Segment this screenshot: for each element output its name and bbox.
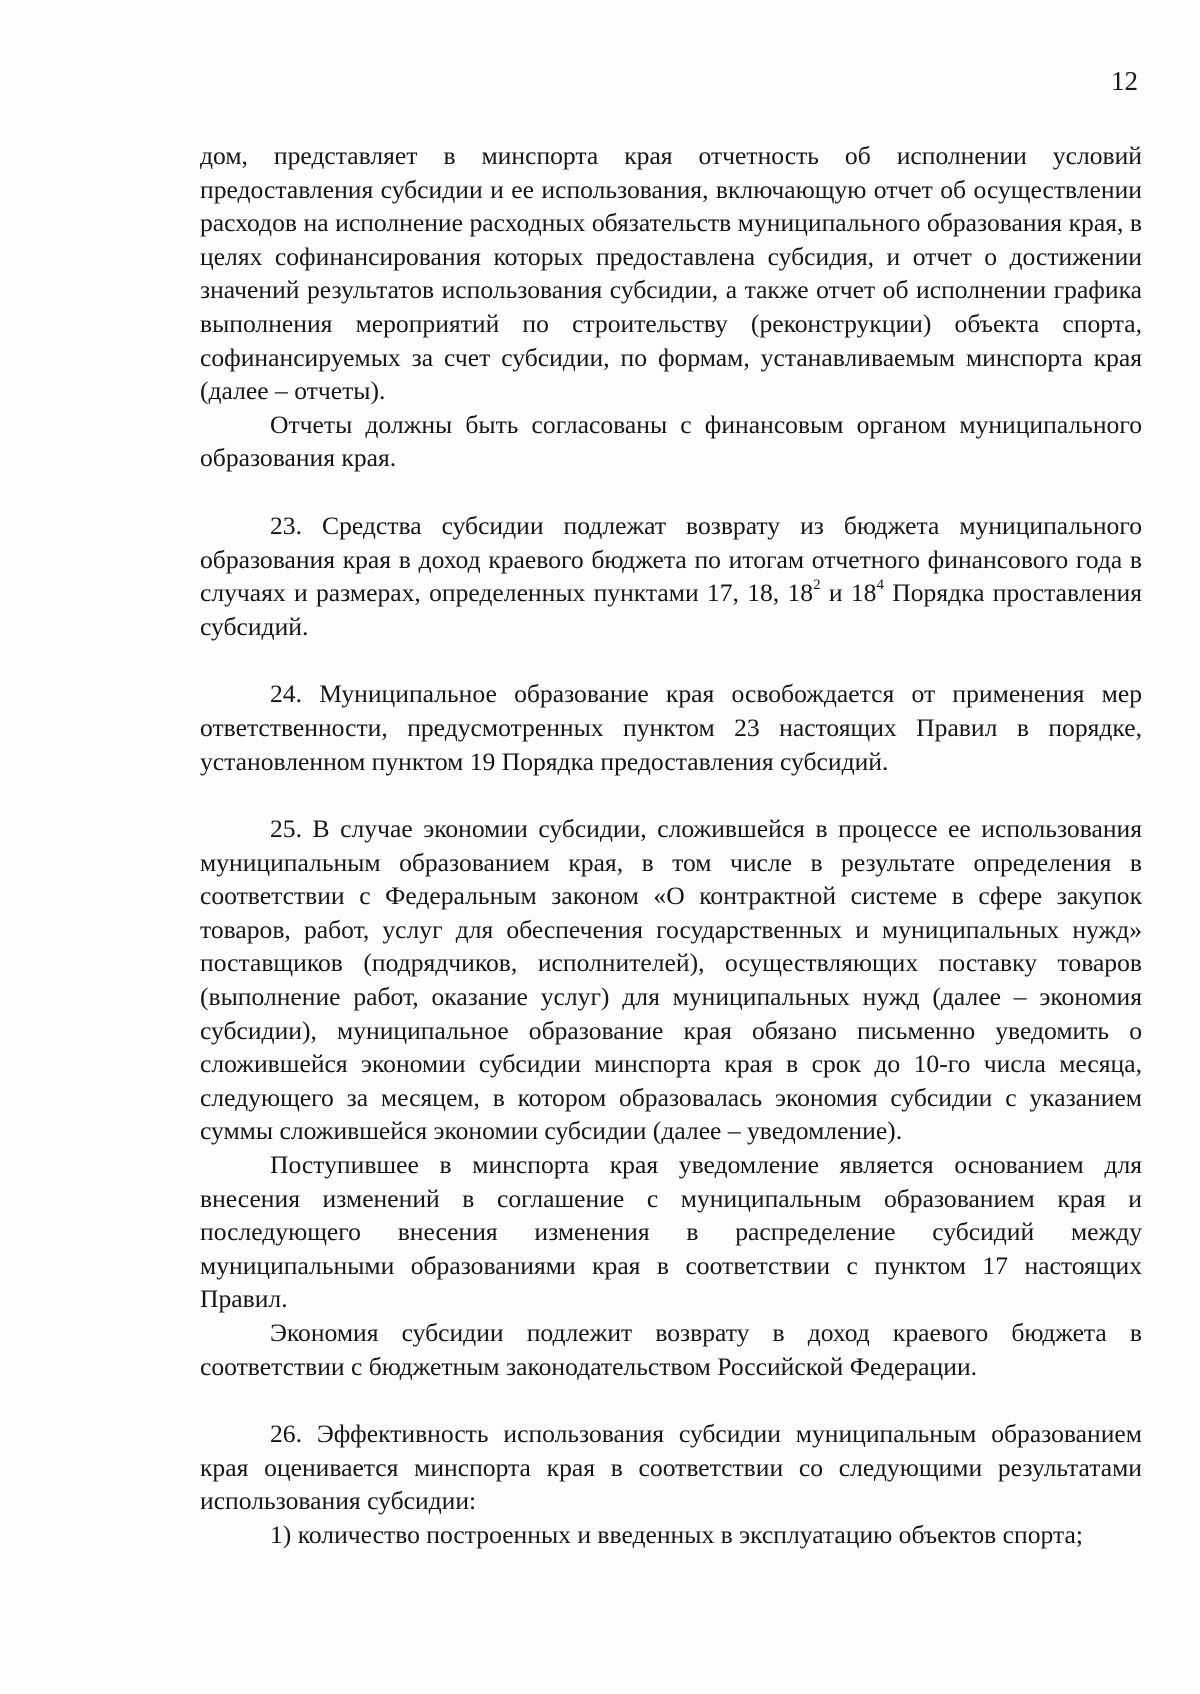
paragraph-savings-refund: Экономия субсидии подлежит возврату в доход краевого бюджета в соответствии с бюджетным законодательством Российской Федерации. (200, 1318, 1142, 1381)
paragraph-23-text-mid: и 18 (820, 578, 877, 608)
page-number: 12 (1111, 66, 1138, 96)
paragraph-25-savings: 25. В случае экономии субсидии, сложившейся в процессе ее использования муниципальным образованием края, в том числе в результате определения в соответствии с Федеральным законом «О контрактной системе в сфере закупок товаров, работ, услуг для обеспечения государственных и муниципальных нужд» поставщиков (подрядчиков, исполнителей), осуществляющих поставку товаров (выполнение работ, оказание услуг) для муниципальных нужд (далее – экономия субсидии), муниципальное образование края обязано письменно уведомить о сложившейся экономии субсидии минспорта края в срок до 10-го числа месяца, следующего за месяцем, в котором образовалась экономия субсидии с указанием суммы сложившейся экономии субсидии (далее – уведомление). (200, 814, 1142, 1146)
paragraph-reports-approval: Отчеты должны быть согласованы с финансовым органом муниципального образования края. (200, 409, 1142, 473)
paragraph-26-efficiency: 26. Эффективность использования субсидии муниципальным образованием края оценивается минспорта края в соответствии со следующими результатами использования субсидии: (200, 1419, 1142, 1516)
document-body (200, 139, 1142, 1552)
paragraph-23-text-end: Порядка проставления субсидий. (200, 578, 1142, 641)
paragraph-23-text-start: 23. Средства субсидии подлежат возврату из бюджета муниципального образования края в доход краевого бюджета по итогам отчетного финансового года в случаях и размерах, определенных пунктами 17, 18, 18 (200, 510, 1142, 608)
paragraph-24-exemption: 24. Муниципальное образование края освобождается от применения мер ответственности, предусмотренных пунктом 23 настоящих Правил в порядке, установленном пунктом 19 Порядка предоставления субсидий. (200, 679, 1142, 776)
paragraph-23-refund (200, 509, 1142, 643)
paragraph-notification: Поступившее в минспорта края уведомление является основанием для внесения изменений в соглашение с муниципальным образованием края и последующего внесения изменения в распределение субсидий между муниципальными образованиями края в соответствии с пунктом 17 настоящих Правил. (200, 1150, 1142, 1314)
superscript-4: 4 (876, 576, 884, 593)
superscript-2: 2 (813, 576, 821, 593)
list-item-1: 1) количество построенных и введенных в эксплуатацию объектов спорта; (270, 1519, 1083, 1549)
paragraph-reporting: дом, представляет в минспорта края отчетность об исполнении условий предоставления субсидии и ее использования, включающую отчет об осуществлении расходов на исполнение расходных обязательств муниципального образования края, в целях софинансирования которых предоставлена субсидия, и отчет о достижении значений результатов использования субсидии, а также отчет об исполнении графика выполнения мероприятий по строительству (реконструкции) объекта спорта, софинансируемых за счет субсидии, по формам, устанавливаемым минспорта края (далее – отчеты). (200, 141, 1142, 406)
